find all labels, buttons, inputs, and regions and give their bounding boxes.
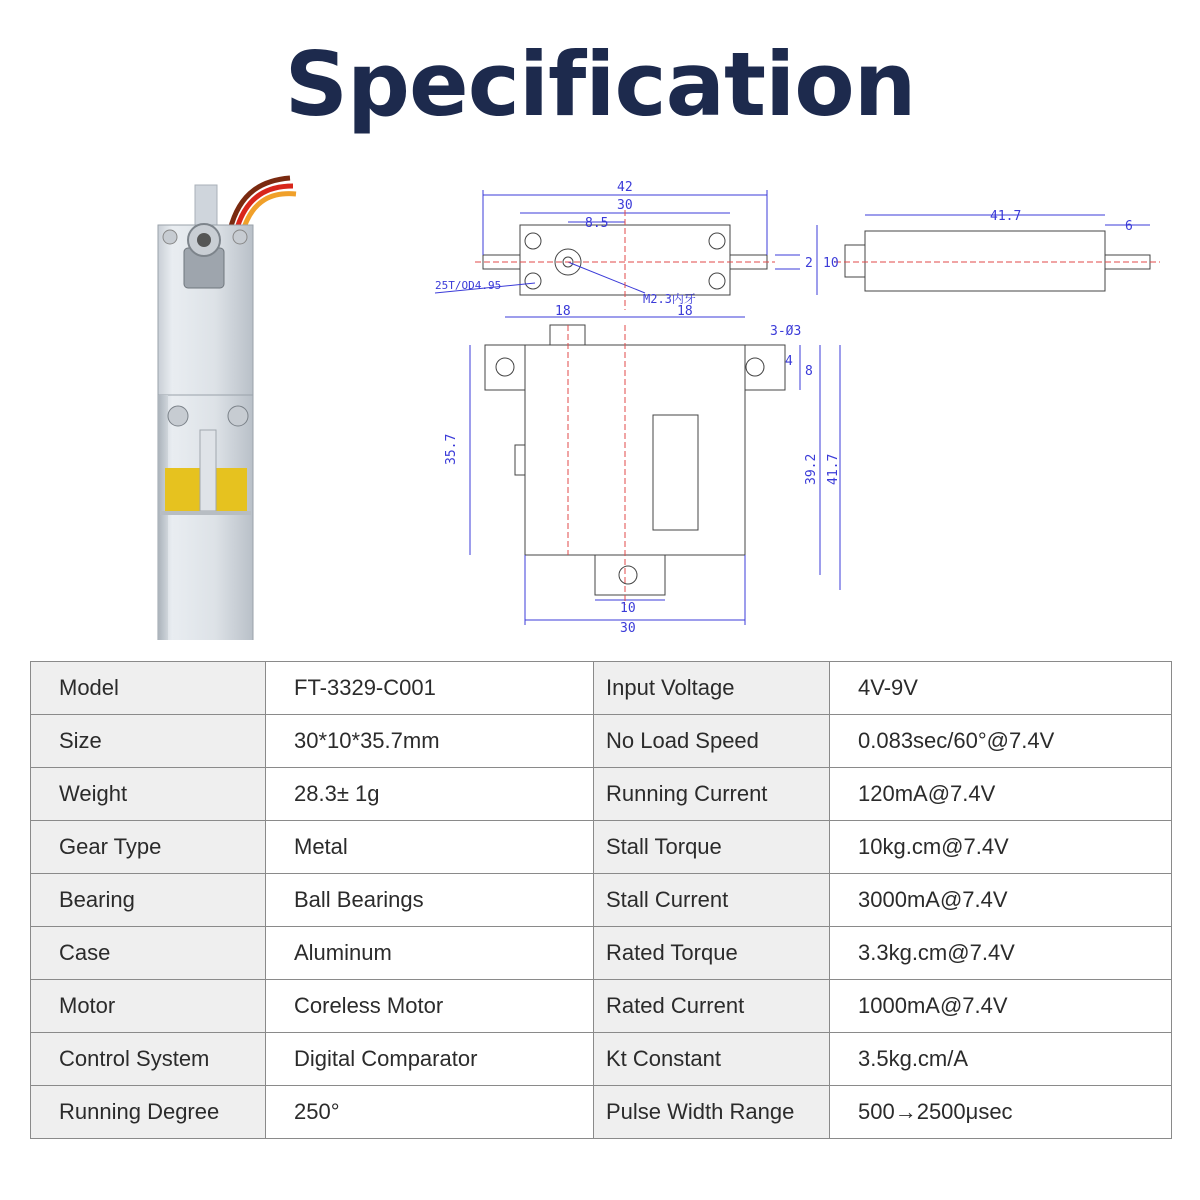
spec-value: 4V-9V — [830, 662, 1172, 715]
dim-10: 10 — [823, 256, 839, 271]
dim-41-7-side: 41.7 — [990, 209, 1022, 224]
spec-label: Size — [31, 715, 266, 768]
spec-label: Bearing — [31, 874, 266, 927]
spec-label: No Load Speed — [594, 715, 830, 768]
spec-row — [31, 821, 1172, 874]
technical-drawing — [425, 175, 1185, 635]
callout-spline: 25T/OD4.95 — [435, 279, 502, 292]
spec-label: Model — [31, 662, 266, 715]
dim-18-right: 18 — [677, 304, 693, 319]
spec-value: Coreless Motor — [266, 980, 594, 1033]
spec-label: Stall Torque — [594, 821, 830, 874]
dim-4: 4 — [785, 354, 793, 369]
spec-value: 250° — [266, 1086, 594, 1139]
dim-30-bottom: 30 — [620, 621, 636, 635]
spec-label: Rated Torque — [594, 927, 830, 980]
spec-label: Weight — [31, 768, 266, 821]
dim-42: 42 — [617, 180, 633, 195]
spec-value: FT-3329-C001 — [266, 662, 594, 715]
page-title: Specification — [284, 33, 916, 136]
spec-label: Gear Type — [31, 821, 266, 874]
spec-label: Pulse Width Range — [594, 1086, 830, 1139]
spec-row — [31, 980, 1172, 1033]
spec-label: Input Voltage — [594, 662, 830, 715]
spec-value: 120mA@7.4V — [830, 768, 1172, 821]
spec-value: Aluminum — [266, 927, 594, 980]
dim-8-5: 8.5 — [585, 216, 609, 231]
spec-label: Running Current — [594, 768, 830, 821]
spec-label: Stall Current — [594, 874, 830, 927]
product-photo — [0, 100, 420, 640]
spec-value: 3000mA@7.4V — [830, 874, 1172, 927]
spec-row — [31, 715, 1172, 768]
spec-value: 3.3kg.cm@7.4V — [830, 927, 1172, 980]
dim-2: 2 — [805, 256, 813, 271]
dim-6: 6 — [1125, 219, 1133, 234]
spec-table — [30, 661, 1172, 1139]
dim-10-tab: 10 — [620, 601, 636, 616]
spec-row — [31, 874, 1172, 927]
spec-label: Case — [31, 927, 266, 980]
spec-value: 30*10*35.7mm — [266, 715, 594, 768]
spec-row — [31, 927, 1172, 980]
spec-label: Control System — [31, 1033, 266, 1086]
spec-row — [31, 1086, 1172, 1139]
spec-value: 500→2500μsec — [830, 1086, 1172, 1139]
dim-8: 8 — [805, 364, 813, 379]
spec-value: 10kg.cm@7.4V — [830, 821, 1172, 874]
spec-value: Ball Bearings — [266, 874, 594, 927]
dim-41-7: 41.7 — [826, 453, 841, 485]
spec-value: Metal — [266, 821, 594, 874]
spec-row — [31, 1033, 1172, 1086]
spec-label: Motor — [31, 980, 266, 1033]
spec-label: Rated Current — [594, 980, 830, 1033]
spec-value: 1000mA@7.4V — [830, 980, 1172, 1033]
spec-row — [31, 662, 1172, 715]
dim-holes: 3-Ø3 — [770, 324, 802, 339]
spec-value: Digital Comparator — [266, 1033, 594, 1086]
spec-row — [31, 768, 1172, 821]
dim-39-2: 39.2 — [804, 453, 819, 485]
dim-35-7: 35.7 — [444, 433, 459, 465]
spec-value: 0.083sec/60°@7.4V — [830, 715, 1172, 768]
callout-thread: M2.3内牙 — [643, 292, 696, 306]
spec-value: 3.5kg.cm/A — [830, 1033, 1172, 1086]
spec-label: Running Degree — [31, 1086, 266, 1139]
dim-30: 30 — [617, 198, 633, 213]
spec-value: 28.3± 1g — [266, 768, 594, 821]
spec-label: Kt Constant — [594, 1033, 830, 1086]
dim-18-left: 18 — [555, 304, 571, 319]
